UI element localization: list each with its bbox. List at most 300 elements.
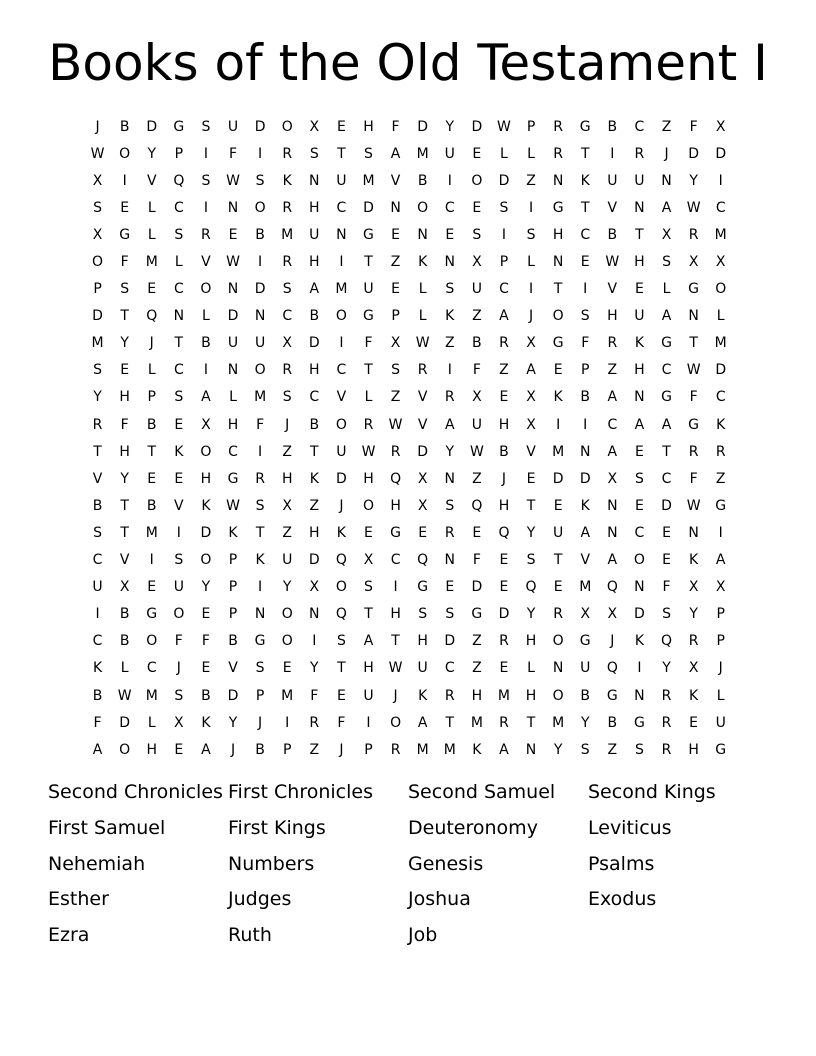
grid-letter: O — [254, 362, 266, 379]
grid-letter: N — [309, 172, 320, 189]
grid-letter: X — [390, 335, 401, 352]
grid-letter: I — [366, 714, 371, 731]
grid-letter: I — [610, 145, 615, 162]
grid-letter: N — [444, 470, 455, 487]
grid-letter: H — [146, 741, 157, 758]
grid-letter: E — [174, 470, 184, 487]
grid-letter: U — [254, 335, 266, 352]
grid-letter: B — [119, 606, 130, 623]
grid-letter: D — [227, 687, 239, 704]
grid-letter: Q — [173, 172, 185, 189]
grid-letter: I — [258, 145, 263, 162]
grid-letter: N — [254, 606, 266, 623]
grid-letter: R — [363, 416, 374, 433]
grid-letter: U — [553, 524, 564, 541]
grid-letter: Z — [282, 524, 292, 541]
grid-letter: I — [718, 172, 723, 189]
grid-letter: A — [580, 524, 591, 541]
grid-letter: M — [416, 741, 429, 758]
grid-letter: L — [174, 254, 183, 271]
grid-letter: R — [553, 118, 563, 135]
grid-letter: S — [309, 145, 319, 162]
grid-letter: R — [688, 226, 699, 243]
grid-letter: P — [228, 552, 238, 569]
grid-letter: A — [661, 199, 672, 216]
grid-letter: Q — [606, 579, 618, 596]
grid-letter: X — [526, 389, 536, 406]
grid-row — [84, 384, 734, 411]
grid-letter: Q — [146, 308, 158, 325]
grid-letter: Z — [526, 172, 536, 189]
grid-letter: W — [226, 172, 240, 189]
grid-row — [84, 492, 734, 519]
grid-letter: U — [471, 281, 482, 298]
grid-letter: Q — [417, 552, 429, 569]
grid-letter: H — [525, 687, 537, 704]
grid-letter: J — [149, 335, 154, 352]
grid-letter: I — [258, 579, 263, 596]
grid-letter: P — [228, 606, 238, 623]
grid-letter: B — [119, 633, 130, 650]
grid-letter: W — [90, 145, 105, 162]
grid-letter: K — [255, 552, 265, 569]
grid-letter: M — [714, 226, 727, 243]
grid-letter: T — [255, 524, 265, 541]
grid-letter: H — [363, 660, 374, 677]
grid-letter: S — [472, 226, 482, 243]
grid-letter: O — [552, 687, 564, 704]
grid-letter: G — [661, 389, 672, 406]
grid-letter: D — [119, 714, 131, 731]
grid-letter: G — [390, 524, 401, 541]
grid-letter: R — [444, 389, 455, 406]
grid-letter: D — [336, 470, 347, 487]
grid-letter: F — [120, 416, 129, 433]
grid-letter: Q — [335, 552, 347, 569]
grid-letter: N — [661, 172, 672, 189]
grid-letter: Q — [498, 524, 510, 541]
grid-letter: T — [364, 254, 373, 271]
grid-letter: T — [662, 443, 671, 460]
grid-letter: E — [634, 443, 644, 460]
grid-letter: Y — [228, 714, 238, 731]
grid-letter: A — [661, 416, 672, 433]
grid-letter: L — [147, 199, 156, 216]
grid-letter: K — [228, 524, 238, 541]
grid-letter: H — [281, 470, 293, 487]
grid-letter: E — [634, 497, 644, 514]
grid-letter: N — [634, 389, 645, 406]
grid-row — [84, 438, 734, 465]
grid-letter: B — [472, 335, 482, 352]
grid-letter: X — [607, 606, 618, 623]
grid-letter: R — [417, 362, 428, 379]
grid-letter: N — [336, 226, 347, 243]
grid-letter: I — [528, 199, 534, 216]
grid-letter: Z — [309, 741, 320, 758]
grid-letter: Q — [335, 606, 347, 623]
page-title: Books of the Old Testament I — [48, 34, 768, 92]
grid-letter: X — [715, 118, 726, 135]
grid-letter: V — [174, 497, 184, 514]
grid-letter: B — [201, 335, 211, 352]
grid-letter: I — [203, 199, 208, 216]
word-list-item: First Chronicles — [228, 781, 373, 803]
grid-letter: C — [173, 199, 184, 216]
grid-letter: V — [92, 470, 103, 487]
grid-letter: N — [254, 308, 266, 325]
grid-letter: E — [336, 687, 346, 704]
grid-letter: R — [661, 714, 672, 731]
grid-row — [84, 357, 734, 384]
grid-letter: M — [91, 335, 104, 352]
grid-letter: F — [364, 335, 373, 352]
grid-letter: T — [120, 524, 129, 541]
grid-letter: K — [634, 335, 645, 352]
grid-letter: U — [363, 281, 374, 298]
grid-letter: X — [282, 497, 292, 514]
grid-letter: O — [552, 633, 564, 650]
grid-letter: I — [149, 552, 154, 569]
grid-letter: P — [364, 741, 373, 758]
grid-letter: D — [715, 362, 727, 379]
grid-letter: T — [689, 335, 698, 352]
grid-letter: G — [552, 199, 564, 216]
grid-letter: K — [418, 254, 428, 271]
grid-letter: H — [200, 470, 212, 487]
grid-letter: N — [607, 497, 618, 514]
grid-letter: F — [472, 552, 481, 569]
grid-letter: D — [417, 443, 429, 460]
grid-letter: D — [254, 281, 266, 298]
grid-letter: R — [499, 335, 509, 352]
grid-letter: S — [364, 145, 373, 162]
grid-letter: N — [634, 579, 645, 596]
grid-letter: M — [281, 226, 294, 243]
grid-letter: B — [309, 416, 320, 433]
grid-letter: N — [552, 660, 564, 677]
grid-letter: R — [661, 741, 672, 758]
grid-letter: R — [309, 714, 320, 731]
grid-letter: D — [471, 118, 483, 135]
grid-letter: U — [471, 416, 482, 433]
grid-letter: J — [393, 687, 398, 704]
grid-letter: Y — [120, 470, 129, 487]
grid-letter: E — [418, 524, 428, 541]
grid-letter: S — [282, 389, 292, 406]
grid-letter: R — [390, 741, 401, 758]
grid-letter: I — [203, 145, 208, 162]
grid-letter: H — [309, 362, 320, 379]
grid-letter: I — [583, 416, 588, 433]
grid-letter: E — [391, 281, 400, 298]
grid-letter: J — [285, 416, 290, 433]
grid-letter: O — [335, 579, 347, 596]
grid-letter: M — [714, 335, 727, 352]
grid-letter: B — [417, 172, 428, 189]
grid-letter: Z — [472, 660, 482, 677]
grid-letter: K — [445, 308, 455, 325]
grid-letter: J — [664, 145, 669, 162]
grid-letter: U — [444, 145, 455, 162]
grid-letter: D — [227, 308, 239, 325]
grid-letter: A — [201, 389, 211, 406]
grid-letter: X — [92, 226, 103, 243]
grid-letter: C — [173, 362, 184, 379]
grid-letter: N — [634, 199, 645, 216]
grid-letter: M — [254, 389, 267, 406]
grid-letter: R — [444, 687, 455, 704]
grid-letter: X — [715, 579, 726, 596]
grid-letter: R — [255, 470, 265, 487]
word-list-item: First Kings — [228, 816, 326, 839]
grid-letter: L — [527, 254, 535, 271]
grid-letter: H — [688, 741, 699, 758]
grid-letter: S — [201, 172, 211, 189]
grid-row — [84, 194, 734, 221]
grid-letter: D — [308, 335, 320, 352]
grid-letter: W — [686, 199, 701, 216]
grid-letter: E — [336, 118, 346, 135]
grid-letter: T — [553, 552, 563, 569]
grid-letter: O — [362, 497, 374, 514]
word-list-item: Nehemiah — [48, 852, 146, 875]
grid-letter: U — [336, 443, 347, 460]
grid-letter: F — [174, 633, 183, 650]
grid-row — [84, 221, 734, 248]
grid-letter: O — [335, 308, 347, 325]
grid-letter: O — [281, 606, 293, 623]
grid-letter: E — [174, 741, 184, 758]
grid-letter: G — [688, 416, 700, 433]
grid-letter: O — [390, 714, 402, 731]
grid-letter: S — [580, 308, 590, 325]
grid-letter: S — [201, 118, 211, 135]
grid-letter: N — [444, 552, 455, 569]
grid-row — [84, 682, 734, 709]
grid-letter: V — [119, 552, 130, 569]
word-bank — [48, 778, 768, 957]
grid-letter: C — [715, 199, 726, 216]
grid-row — [84, 628, 734, 655]
grid-letter: O — [200, 552, 212, 569]
grid-letter: R — [499, 714, 509, 731]
grid-letter: I — [285, 714, 290, 731]
grid-letter: R — [499, 633, 509, 650]
grid-letter: C — [92, 633, 103, 650]
grid-letter: C — [661, 362, 672, 379]
grid-letter: Q — [525, 579, 537, 596]
grid-letter: L — [716, 308, 725, 325]
grid-letter: P — [93, 281, 102, 298]
grid-letter: K — [472, 741, 482, 758]
grid-letter: E — [472, 199, 482, 216]
grid-letter: E — [364, 524, 373, 541]
grid-letter: N — [525, 741, 537, 758]
grid-letter: Z — [607, 362, 618, 379]
grid-letter: W — [605, 254, 620, 271]
grid-letter: M — [470, 714, 483, 731]
grid-letter: P — [526, 118, 536, 135]
grid-letter: F — [662, 579, 671, 596]
grid-letter: F — [120, 254, 129, 271]
grid-letter: R — [282, 199, 293, 216]
grid-letter: X — [363, 552, 374, 569]
word-list-item: First Samuel — [48, 816, 166, 839]
grid-letter: I — [447, 362, 452, 379]
grid-letter: A — [634, 416, 645, 433]
grid-letter: D — [200, 524, 212, 541]
grid-letter: C — [580, 226, 591, 243]
grid-letter: F — [689, 118, 698, 135]
grid-letter: E — [472, 145, 482, 162]
grid-letter: N — [634, 687, 645, 704]
grid-letter: U — [634, 308, 645, 325]
grid-letter: F — [201, 633, 210, 650]
grid-letter: F — [337, 714, 346, 731]
grid-letter: O — [200, 281, 212, 298]
grid-letter: H — [363, 470, 374, 487]
grid-letter: E — [174, 416, 184, 433]
grid-letter: G — [688, 281, 700, 298]
grid-letter: F — [689, 389, 698, 406]
grid-letter: N — [579, 443, 591, 460]
grid-letter: Y — [526, 524, 536, 541]
grid-letter: K — [92, 660, 103, 677]
grid-letter: T — [310, 443, 319, 460]
grid-letter: P — [282, 741, 292, 758]
grid-letter: A — [363, 633, 374, 650]
grid-letter: B — [580, 687, 591, 704]
grid-letter: X — [688, 254, 699, 271]
grid-letter: P — [581, 362, 590, 379]
grid-letter: D — [579, 470, 591, 487]
grid-letter: G — [606, 687, 618, 704]
grid-letter: B — [92, 687, 103, 704]
grid-letter: F — [310, 687, 319, 704]
grid-letter: J — [176, 660, 181, 677]
grid-letter: L — [418, 281, 427, 298]
grid-letter: O — [281, 633, 293, 650]
grid-letter: V — [201, 254, 211, 271]
grid-letter: E — [228, 226, 238, 243]
grid-letter: T — [337, 660, 346, 677]
grid-letter: S — [662, 606, 671, 623]
grid-letter: L — [364, 389, 373, 406]
grid-letter: E — [147, 281, 157, 298]
grid-letter: R — [607, 335, 618, 352]
word-list-item: Joshua — [408, 888, 471, 911]
grid-letter: H — [607, 308, 618, 325]
grid-letter: A — [499, 308, 509, 325]
grid-row — [84, 465, 734, 492]
grid-letter: B — [607, 226, 618, 243]
grid-letter: Y — [662, 660, 671, 677]
grid-letter: L — [120, 660, 129, 677]
grid-letter: J — [610, 633, 615, 650]
grid-letter: C — [634, 524, 645, 541]
grid-letter: G — [254, 633, 266, 650]
grid-letter: Z — [472, 308, 482, 325]
grid-letter: H — [634, 362, 645, 379]
grid-letter: N — [552, 254, 564, 271]
grid-letter: T — [93, 443, 102, 460]
grid-letter: P — [228, 579, 238, 596]
grid-letter: C — [444, 660, 455, 677]
grid-letter: G — [661, 335, 672, 352]
word-list-item: Ruth — [228, 924, 272, 947]
grid-letter: D — [444, 633, 456, 650]
grid-letter: S — [255, 172, 265, 189]
grid-letter: G — [633, 714, 645, 731]
grid-letter: C — [336, 362, 347, 379]
grid-letter: L — [202, 308, 210, 325]
grid-letter: K — [634, 633, 645, 650]
grid-letter: S — [282, 281, 292, 298]
grid-letter: X — [661, 226, 672, 243]
grid-letter: I — [393, 579, 398, 596]
grid-letter: C — [607, 416, 618, 433]
grid-letter: S — [255, 660, 265, 677]
grid-letter: D — [254, 118, 266, 135]
grid-letter: F — [472, 362, 481, 379]
grid-letter: R — [715, 443, 726, 460]
grid-letter: S — [499, 199, 509, 216]
grid-letter: F — [256, 416, 265, 433]
grid-letter: J — [718, 660, 723, 677]
grid-letter: H — [552, 226, 564, 243]
grid-row — [84, 276, 734, 303]
grid-letter: O — [119, 145, 131, 162]
grid-letter: E — [147, 579, 157, 596]
grid-letter: R — [688, 443, 699, 460]
grid-letter: H — [417, 633, 428, 650]
grid-letter: A — [715, 552, 726, 569]
word-list-item: Ezra — [48, 924, 90, 947]
grid-letter: D — [498, 606, 510, 623]
grid-letter: U — [227, 118, 239, 135]
grid-letter: J — [230, 741, 236, 758]
grid-letter: W — [226, 497, 240, 514]
grid-letter: L — [527, 660, 535, 677]
grid-letter: C — [92, 552, 103, 569]
grid-letter: E — [662, 524, 671, 541]
grid-letter: H — [309, 199, 320, 216]
grid-letter: E — [120, 199, 130, 216]
grid-letter: H — [309, 524, 320, 541]
grid-letter: S — [580, 741, 590, 758]
grid-letter: W — [361, 443, 376, 460]
grid-letter: D — [634, 606, 645, 623]
grid-letter: C — [282, 308, 293, 325]
grid-letter: S — [93, 524, 102, 541]
grid-letter: W — [497, 118, 511, 135]
grid-letter: E — [662, 552, 671, 569]
grid-letter: J — [501, 470, 507, 487]
grid-letter: A — [444, 416, 455, 433]
grid-letter: S — [634, 470, 644, 487]
grid-letter: V — [580, 552, 591, 569]
grid-letter: K — [689, 552, 699, 569]
grid-letter: Y — [689, 172, 698, 189]
grid-letter: R — [661, 687, 672, 704]
grid-letter: K — [580, 497, 590, 514]
grid-letter: E — [499, 552, 509, 569]
grid-letter: X — [119, 579, 130, 596]
grid-letter: M — [497, 687, 510, 704]
grid-row — [84, 736, 734, 763]
grid-letter: E — [499, 389, 509, 406]
